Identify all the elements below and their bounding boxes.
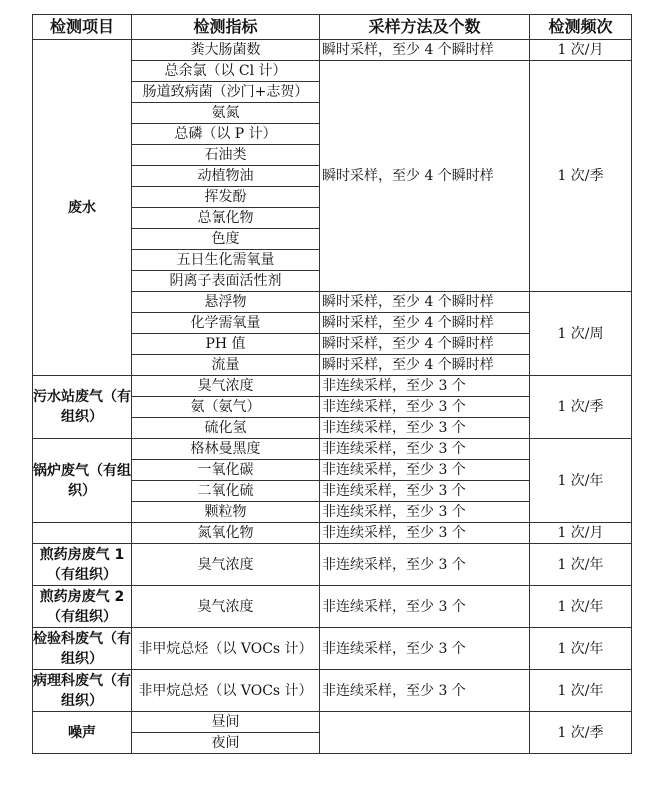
method-cell: 非连续采样，至少 3 个 [320,523,530,544]
method-cell: 非连续采样，至少 3 个 [320,397,530,418]
table-row [33,40,632,61]
indicator-cell: 总余氯（以 Cl 计） [132,61,320,82]
method-cell: 非连续采样，至少 3 个 [320,586,530,628]
monitoring-table [32,14,632,754]
indicator-cell: 肠道致病菌（沙门+志贺） [132,82,320,103]
indicator-cell: 色度 [132,229,320,250]
indicator-cell: PH 值 [132,334,320,355]
project-cell-blank [33,523,132,544]
table-row [33,670,632,712]
indicator-cell: 臭气浓度 [132,544,320,586]
header-frequency: 检测频次 [530,15,632,40]
method-cell: 非连续采样，至少 3 个 [320,376,530,397]
frequency-cell: 1 次/年 [530,628,632,670]
project-cell: 噪声 [33,712,132,754]
indicator-cell: 氨（氨气） [132,397,320,418]
project-cell: 锅炉废气（有组织） [33,439,132,523]
indicator-cell: 流量 [132,355,320,376]
method-cell: 瞬时采样，至少 4 个瞬时样 [320,334,530,355]
method-cell: 非连续采样，至少 3 个 [320,460,530,481]
frequency-cell: 1 次/季 [530,61,632,292]
method-cell: 非连续采样，至少 3 个 [320,418,530,439]
project-cell: 病理科废气（有组织） [33,670,132,712]
indicator-cell: 非甲烷总烃（以 VOCs 计） [132,670,320,712]
indicator-cell: 二氧化硫 [132,481,320,502]
method-cell: 瞬时采样，至少 4 个瞬时样 [320,313,530,334]
header-project: 检测项目 [33,15,132,40]
indicator-cell: 臭气浓度 [132,376,320,397]
method-cell: 非连续采样，至少 3 个 [320,628,530,670]
indicator-cell: 石油类 [132,145,320,166]
indicator-cell: 粪大肠菌数 [132,40,320,61]
table-row [33,439,632,460]
frequency-cell: 1 次/季 [530,712,632,754]
project-cell: 废水 [33,40,132,376]
indicator-cell: 昼间 [132,712,320,733]
indicator-cell: 硫化氢 [132,418,320,439]
frequency-cell: 1 次/月 [530,523,632,544]
indicator-cell: 五日生化需氧量 [132,250,320,271]
project-cell: 污水站废气（有组织） [33,376,132,439]
header-row [33,15,632,40]
header-indicator: 检测指标 [132,15,320,40]
method-cell: 非连续采样，至少 3 个 [320,670,530,712]
frequency-cell: 1 次/季 [530,376,632,439]
indicator-cell: 动植物油 [132,166,320,187]
frequency-cell: 1 次/年 [530,439,632,523]
method-cell: 瞬时采样，至少 4 个瞬时样 [320,355,530,376]
table-row [33,544,632,586]
table-row [33,712,632,733]
method-cell: 非连续采样，至少 3 个 [320,481,530,502]
indicator-cell: 总磷（以 P 计） [132,124,320,145]
table-row [33,628,632,670]
frequency-cell: 1 次/年 [530,586,632,628]
indicator-cell: 颗粒物 [132,502,320,523]
indicator-cell: 夜间 [132,733,320,754]
method-cell: 瞬时采样，至少 4 个瞬时样 [320,292,530,313]
project-cell: 检验科废气（有组织） [33,628,132,670]
indicator-cell: 挥发酚 [132,187,320,208]
project-cell: 煎药房废气 1（有组织） [33,544,132,586]
indicator-cell: 非甲烷总烃（以 VOCs 计） [132,628,320,670]
table-row [33,376,632,397]
method-cell: 非连续采样，至少 3 个 [320,439,530,460]
frequency-cell: 1 次/月 [530,40,632,61]
method-cell [320,712,530,754]
method-cell: 非连续采样，至少 3 个 [320,544,530,586]
indicator-cell: 臭气浓度 [132,586,320,628]
method-cell: 瞬时采样，至少 4 个瞬时样 [320,61,530,292]
table-row [33,523,632,544]
indicator-cell: 悬浮物 [132,292,320,313]
indicator-cell: 一氧化碳 [132,460,320,481]
table-row [33,586,632,628]
indicator-cell: 氮氧化物 [132,523,320,544]
frequency-cell: 1 次/年 [530,544,632,586]
frequency-cell: 1 次/周 [530,292,632,376]
indicator-cell: 阴离子表面活性剂 [132,271,320,292]
header-method: 采样方法及个数 [320,15,530,40]
indicator-cell: 化学需氧量 [132,313,320,334]
indicator-cell: 氨氮 [132,103,320,124]
project-cell: 煎药房废气 2（有组织） [33,586,132,628]
indicator-cell: 格林曼黑度 [132,439,320,460]
method-cell: 瞬时采样，至少 4 个瞬时样 [320,40,530,61]
indicator-cell: 总氰化物 [132,208,320,229]
method-cell: 非连续采样，至少 3 个 [320,502,530,523]
frequency-cell: 1 次/年 [530,670,632,712]
